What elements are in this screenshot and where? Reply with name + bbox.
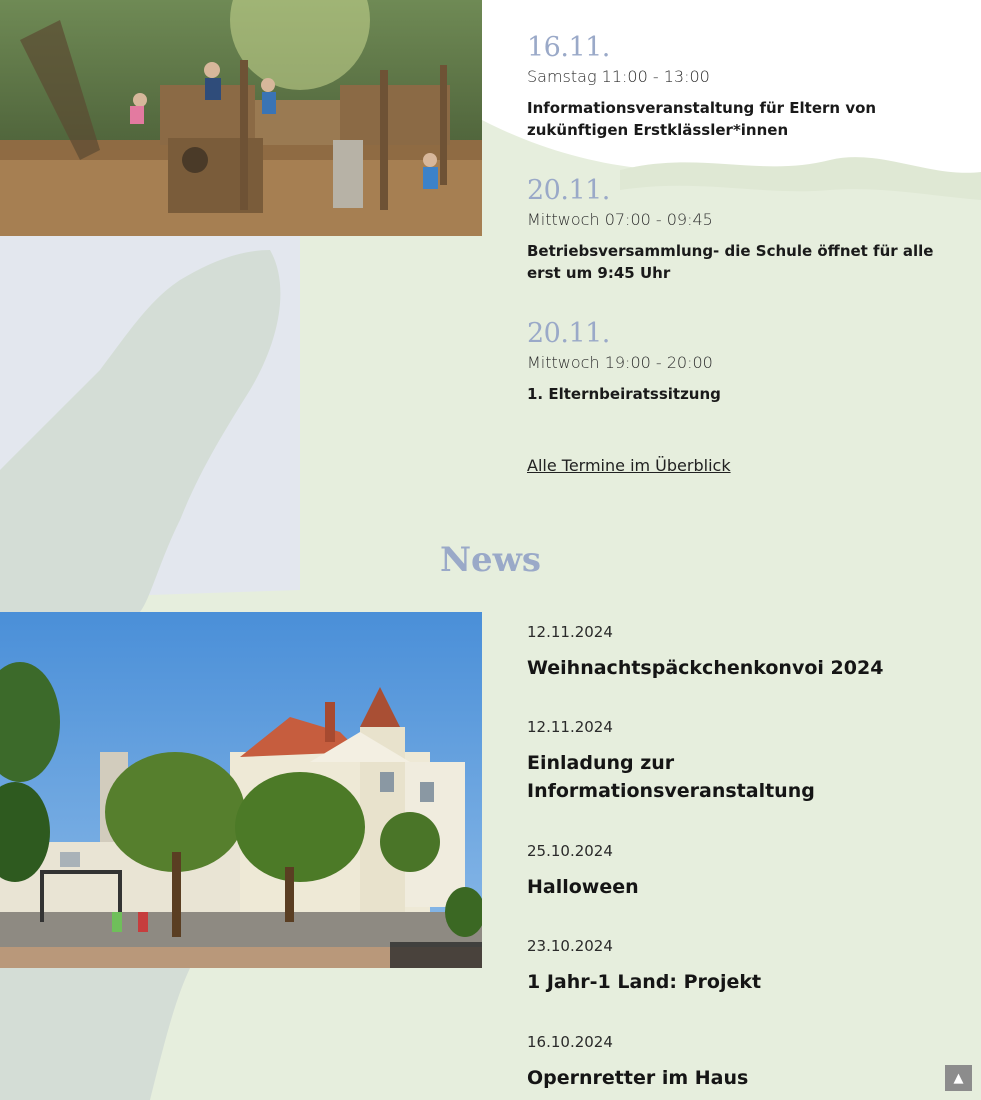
news-date: 12.11.2024 bbox=[527, 623, 613, 641]
event-time: Samstag 11:00 - 13:00 bbox=[527, 67, 710, 86]
news-item[interactable] bbox=[527, 622, 947, 682]
back-to-top-button[interactable] bbox=[945, 1065, 972, 1091]
news-item[interactable] bbox=[527, 936, 947, 996]
news-date: 12.11.2024 bbox=[527, 718, 613, 736]
school-building-photo bbox=[0, 612, 482, 968]
event-item[interactable] bbox=[527, 319, 947, 405]
event-date: 16.11. bbox=[527, 32, 610, 63]
news-title[interactable]: Opernretter im Haus bbox=[527, 1067, 749, 1089]
news-item[interactable] bbox=[527, 1032, 947, 1092]
news-title[interactable]: Einladung zur Informationsveranstaltung bbox=[527, 752, 815, 802]
event-time: Mittwoch 07:00 - 09:45 bbox=[527, 210, 713, 229]
event-item[interactable] bbox=[527, 33, 947, 141]
event-date: 20.11. bbox=[527, 318, 610, 349]
news-title[interactable]: 1 Jahr-1 Land: Projekt bbox=[527, 971, 762, 993]
news-heading: News bbox=[439, 540, 542, 580]
all-events-link[interactable]: Alle Termine im Überblick bbox=[527, 456, 731, 475]
event-time: Mittwoch 19:00 - 20:00 bbox=[527, 353, 713, 372]
news-item[interactable] bbox=[527, 717, 947, 805]
news-item[interactable] bbox=[527, 841, 947, 901]
event-item[interactable] bbox=[527, 176, 947, 284]
news-title[interactable]: Halloween bbox=[527, 876, 639, 898]
news-date: 25.10.2024 bbox=[527, 842, 613, 860]
news-title[interactable]: Weihnachtspäckchenkonvoi 2024 bbox=[527, 657, 884, 679]
event-title[interactable]: 1. Elternbeiratssitzung bbox=[527, 385, 721, 403]
event-date: 20.11. bbox=[527, 175, 610, 206]
news-date: 16.10.2024 bbox=[527, 1033, 613, 1051]
playground-photo bbox=[0, 0, 482, 236]
event-title[interactable]: Betriebsversammlung- die Schule öffnet für alle erst um 9:45 Uhr bbox=[527, 242, 934, 282]
event-title[interactable]: Informationsveranstaltung für Eltern von zukünftigen Erstklässler*innen bbox=[527, 99, 877, 139]
news-date: 23.10.2024 bbox=[527, 937, 613, 955]
arrow-up-icon: ▲ bbox=[953, 1070, 964, 1086]
